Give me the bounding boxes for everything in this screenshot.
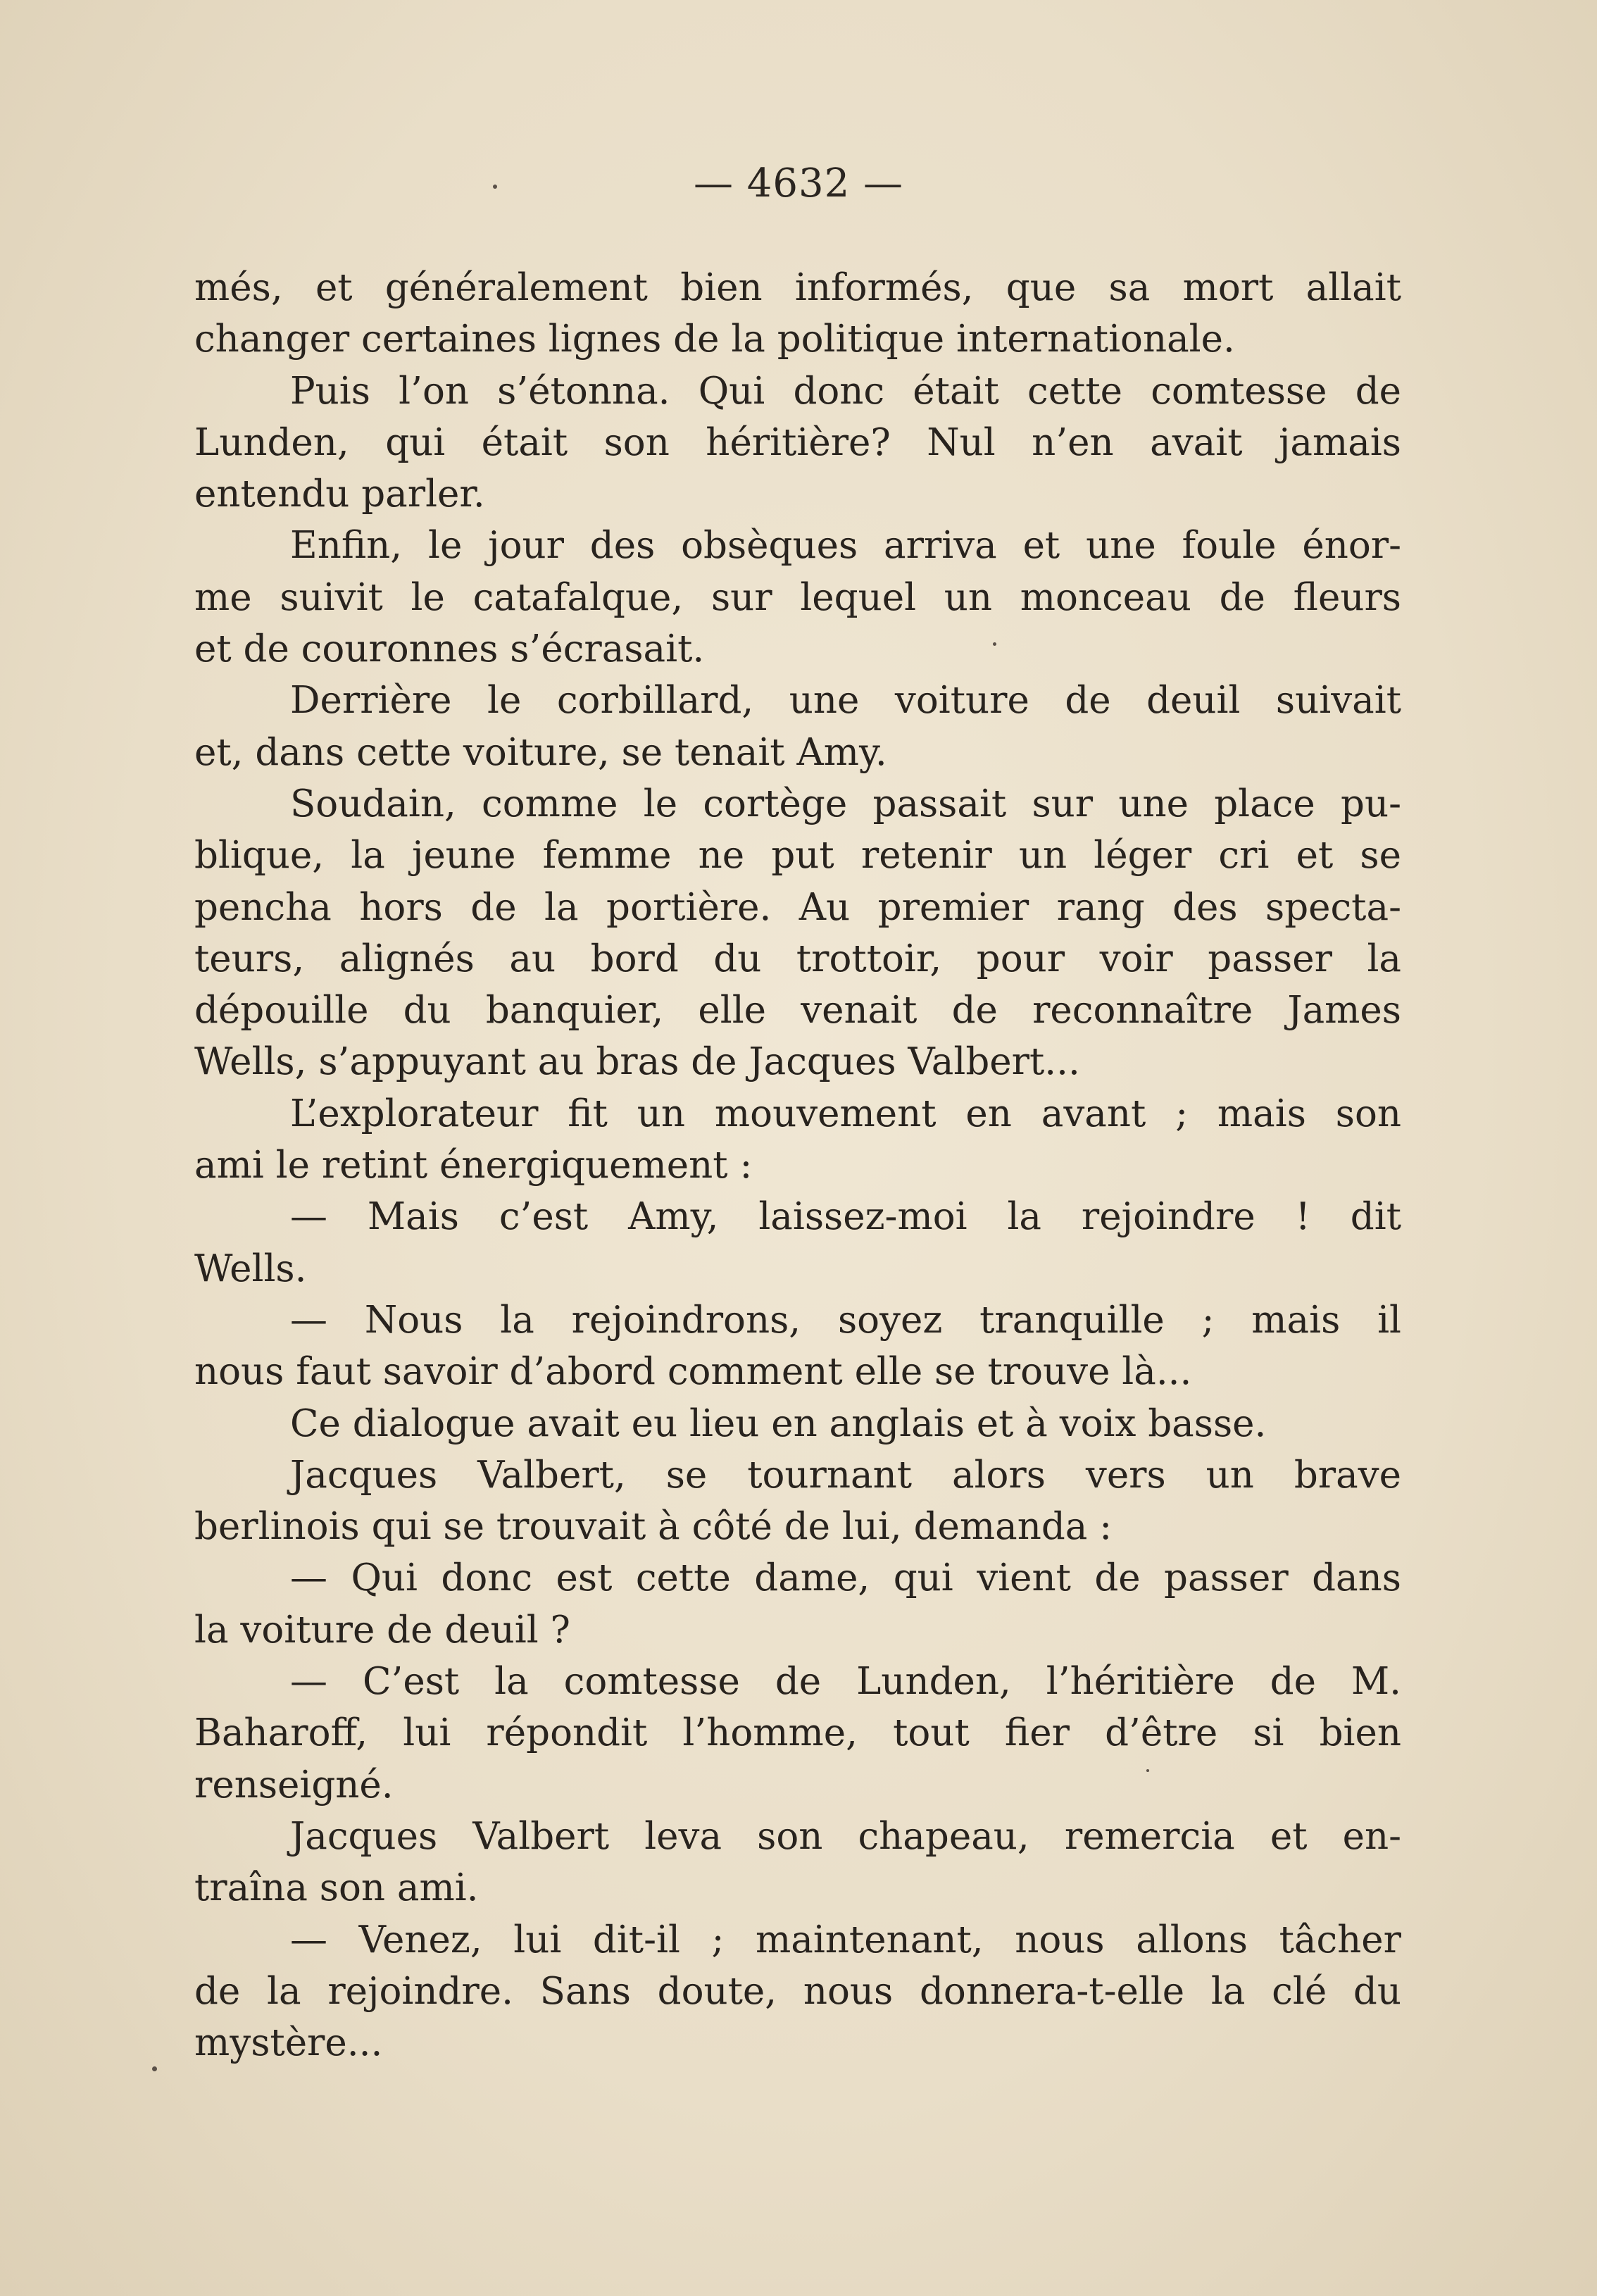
text-line: Soudain, comme le cortège passait sur une place pu- [290, 782, 1401, 825]
text-line: et, dans cette voiture, se tenait Amy. [194, 730, 887, 774]
text-line: nous faut savoir d’abord comment elle se trouve là... [194, 1350, 1192, 1394]
text-line: teurs, alignés au bord du trottoir, pour voir passer la [194, 937, 1401, 980]
text-line: Derrière le corbillard, une voiture de deuil suivait [290, 679, 1401, 723]
text-line: Ce dialogue avait eu lieu en anglais et à voix basse. [290, 1402, 1267, 1445]
text-line: Wells, s’appuyant au bras de Jacques Valbert... [194, 1040, 1080, 1084]
text-line: changer certaines lignes de la politique internationale. [194, 318, 1235, 361]
paper-speck [1146, 1769, 1149, 1772]
text-line: pencha hors de la portière. Au premier rang des specta- [194, 885, 1401, 929]
text-line: entendu parler. [194, 473, 485, 516]
paper-speck [493, 185, 497, 189]
text-line: blique, la jeune femme ne put retenir un léger cri et se [194, 834, 1401, 878]
text-line: Lunden, qui était son héritière? Nul n’en avait jamais [194, 420, 1401, 464]
text-line: ami le retint énergiquement : [194, 1144, 753, 1187]
text-line: renseigné. [194, 1763, 394, 1807]
text-line: Puis l’on s’étonna. Qui donc était cette comtesse de [290, 369, 1401, 413]
text-line: — C’est la comtesse de Lunden, l’héritière de M. [290, 1660, 1401, 1704]
text-line: — Nous la rejoindrons, soyez tranquille ; mais il [290, 1298, 1401, 1342]
page-number: — 4632 — [693, 161, 904, 206]
text-line: — Qui donc est cette dame, qui vient de passer dans [290, 1556, 1401, 1600]
text-line: mystère... [194, 2021, 383, 2065]
text-line: Jacques Valbert, se tournant alors vers un brave [290, 1453, 1401, 1497]
text-line: Baharoff, lui répondit l’homme, tout fier d’être si bien [194, 1711, 1401, 1755]
body-text [194, 262, 1401, 2069]
text-line: — Mais c’est Amy, laissez-moi la rejoindre ! dit [290, 1195, 1401, 1239]
text-line: dépouille du banquier, elle venait de reconnaître James [194, 989, 1401, 1032]
paper-speck [993, 642, 996, 646]
text-line: L’explorateur fit un mouvement en avant ; mais son [290, 1092, 1401, 1135]
text-line: de la rejoindre. Sans doute, nous donnera-t-elle la clé du [194, 1969, 1401, 2013]
text-line: — Venez, lui dit-il ; maintenant, nous allons tâcher [290, 1918, 1401, 1961]
text-line: me suivit le catafalque, sur lequel un monceau de fleurs [194, 575, 1401, 619]
paper-speck [152, 2066, 157, 2071]
text-line: traîna son ami. [194, 1866, 479, 1910]
text-line: més, et généralement bien informés, que sa mort allait [194, 266, 1401, 309]
text-line: berlinois qui se trouvait à côté de lui, demanda : [194, 1505, 1113, 1549]
text-line: Jacques Valbert leva son chapeau, remercia et en- [290, 1814, 1401, 1858]
text-line: Enfin, le jour des obsèques arriva et une foule énor- [290, 524, 1401, 568]
text-line: Wells. [194, 1247, 307, 1290]
text-line: la voiture de deuil ? [194, 1608, 570, 1652]
text-line: et de couronnes s’écrasait. [194, 628, 705, 671]
